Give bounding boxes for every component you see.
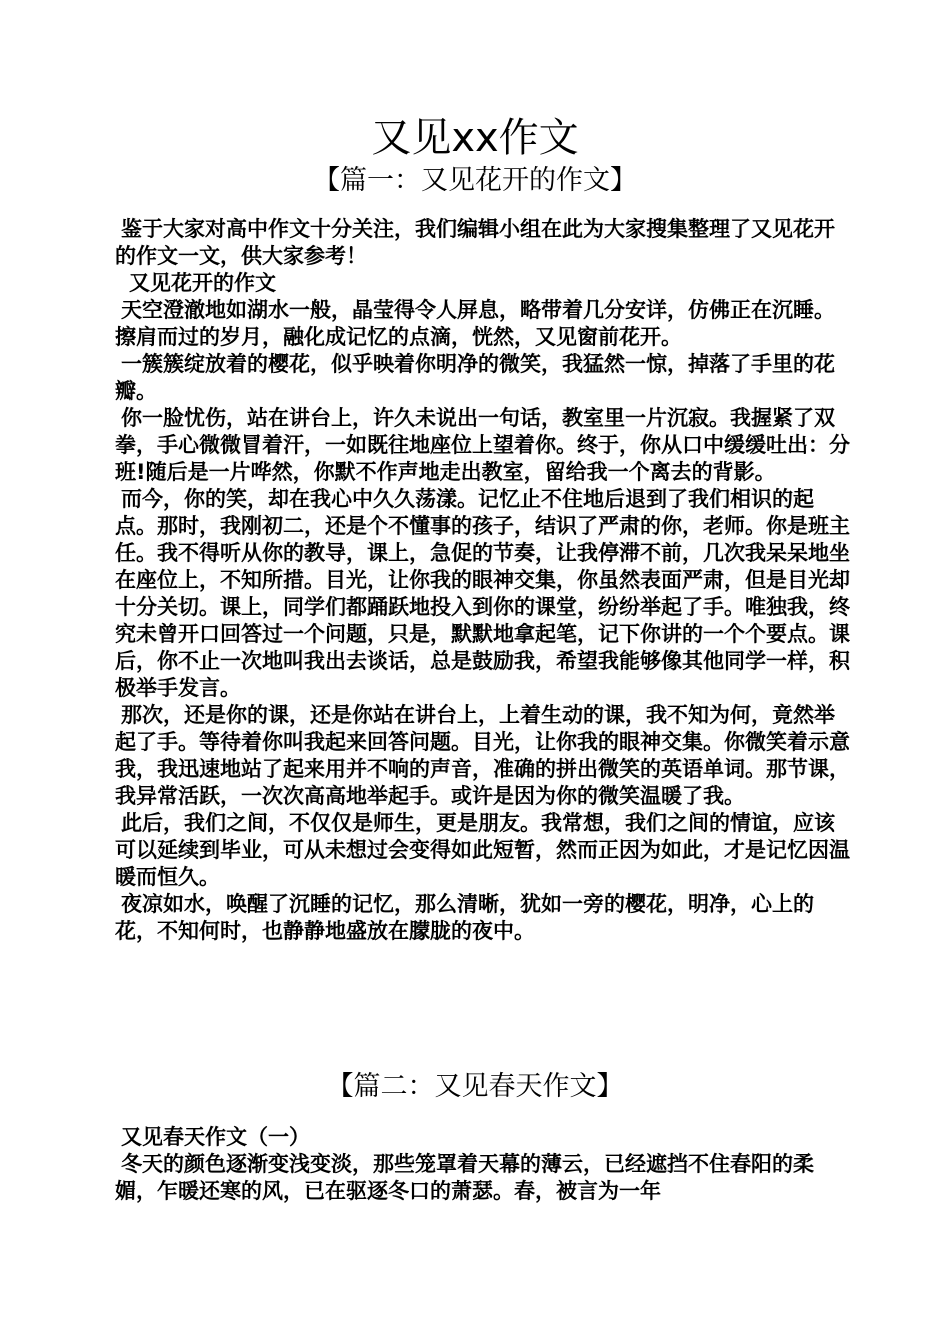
document-title: 又见xx作文 bbox=[371, 115, 579, 161]
paragraph: 此后，我们之间，不仅仅是师生，更是朋友。我常想，我们之间的情谊，应该可以延续到毕业，可从未想过会变得如此短暂，然而正因为如此，才是记忆因温暖而恒久。 bbox=[115, 811, 850, 889]
paragraph: 一簇簇绽放着的樱花，似乎映着你明净的微笑，我猛然一惊，掉落了手里的花瓣。 bbox=[115, 352, 835, 403]
paragraph: 那次，还是你的课，还是你站在讲台上，上着生动的课，我不知为何，竟然举起了手。等待着你叫我起来回答问题。目光，让你我的眼神交集。你微笑着示意我，我迅速地站了起来用并不响的声音，准确的拼出微笑的英语单词。那节课，我异常活跃，一次次高高地举起手。或许是因为你的微笑温暖了我。 bbox=[115, 703, 850, 808]
paragraph-heading: 又见春天作文（一） bbox=[121, 1125, 310, 1149]
paragraph: 天空澄澈地如湖水一般，晶莹得令人屏息，略带着几分安详，仿佛正在沉睡。擦肩而过的岁月，融化成记忆的点滴，恍然，又见窗前花开。 bbox=[115, 298, 835, 349]
paragraph: 而今，你的笑，却在我心中久久荡漾。记忆止不住地后退到了我们相识的起点。那时，我刚初二，还是个不懂事的孩子，结识了严肃的你，老师。你是班主任。我不得听从你的教导，课上，急促的节奏，让我停滞不前，几次我呆呆地坐在座位上，不知所措。目光，让你我的眼神交集，你虽然表面严肃，但是目光却十分关切。课上，同学们都踊跃地投入到你的课堂，纷纷举起了手。唯独我，终究未曾开口回答过一个问题，只是，默默地拿起笔，记下你讲的一个个要点。课后，你不止一次地叫我出去谈话，总是鼓励我，希望我能够像其他同学一样，积极举手发言。 bbox=[115, 487, 850, 700]
section-2-body bbox=[115, 1124, 850, 1205]
section-2-title: 【篇二：又见春天作文】 bbox=[326, 1071, 624, 1102]
paragraph: 你一脸忧伤，站在讲台上，许久未说出一句话，教室里一片沉寂。我握紧了双拳，手心微微冒着汗，一如既往地座位上望着你。终于，你从口中缓缓吐出：分班!随后是一片哗然，你默不作声地走出教室，留给我一个离去的背影。 bbox=[115, 406, 850, 484]
paragraph: 夜凉如水，唤醒了沉睡的记忆，那么清晰，犹如一旁的樱花，明净，心上的花，不知何时，也静静地盛放在朦胧的夜中。 bbox=[115, 892, 814, 943]
section-1-title: 【篇一：又见花开的作文】 bbox=[313, 165, 637, 196]
paragraph-heading: 又见花开的作文 bbox=[129, 271, 276, 295]
paragraph: 鉴于大家对高中作文十分关注，我们编辑小组在此为大家搜集整理了又见花开的作文一文，供大家参考！ bbox=[115, 217, 835, 268]
paragraph: 冬天的颜色逐渐变浅变淡，那些笼罩着天幕的薄云，已经遮挡不住春阳的柔媚，乍暖还寒的风，已在驱逐冬口的萧瑟。春，被言为一年 bbox=[115, 1152, 814, 1203]
section-1-body bbox=[115, 216, 850, 945]
